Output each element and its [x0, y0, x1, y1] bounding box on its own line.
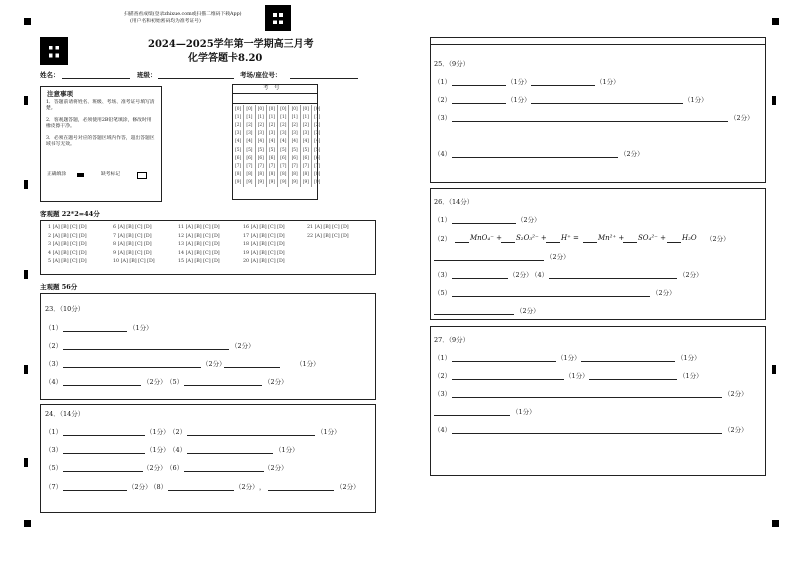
- exam-digit-bubble[interactable]: [5]: [289, 146, 300, 154]
- q27-part3-answer[interactable]: [452, 397, 722, 398]
- q26-part4-score: （2分）: [679, 271, 703, 279]
- q23-part1-label: （1）: [45, 324, 63, 332]
- q25-part2-score: （1分）: [507, 96, 531, 104]
- q24-part5-answer[interactable]: [63, 471, 143, 472]
- exam-digit-bubble[interactable]: [3]: [235, 131, 242, 137]
- exam-digit-bubble[interactable]: [9]: [312, 179, 323, 187]
- q23-part2-answer[interactable]: [63, 349, 229, 350]
- q27-part3-label: （3）: [434, 390, 452, 398]
- q26-eq-term-3: H⁺ =: [561, 234, 579, 242]
- exam-digit-row: [233, 179, 322, 187]
- notes-item-3: 3．必须在题号对应的答题区域内作答，超出答题区域书写无效。: [46, 136, 155, 148]
- exam-digit-bubble[interactable]: [6]: [300, 154, 311, 162]
- q23-part1-score: （1分）: [129, 324, 153, 332]
- q26-eq-term-4: Mn²⁺ +: [598, 234, 625, 242]
- q23-part3-score2: （1分）: [296, 360, 320, 368]
- q26-part5-answer[interactable]: [452, 296, 650, 297]
- q24-part8-score: （2分）: [235, 483, 259, 491]
- timing-mark: [772, 96, 776, 105]
- corner-mark-br: [772, 520, 779, 527]
- q23-part2-label: （2）: [45, 342, 63, 350]
- filled-bubble-icon: [77, 173, 84, 177]
- exam-digit-row: [233, 130, 322, 138]
- exam-digit-bubble[interactable]: [7]: [312, 162, 323, 170]
- q27-part2-score: （1分）: [565, 372, 589, 380]
- q25-part4-answer[interactable]: [452, 157, 618, 158]
- exam-digit-bubble[interactable]: [0]: [300, 105, 311, 113]
- q24-part7-score: （2分）: [128, 483, 152, 491]
- exam-digit-row: [233, 146, 322, 154]
- q24-part4-score: （1分）: [275, 446, 299, 454]
- q27-part4-score: （2分）: [724, 426, 748, 434]
- q24-part8-label: （8）: [150, 483, 168, 491]
- exam-digit-row: [233, 113, 322, 121]
- exam-digit-bubble[interactable]: [7]: [300, 162, 311, 170]
- exam-digit-bubble[interactable]: [9]: [255, 179, 266, 187]
- q24-part8-comma: ，: [259, 483, 266, 491]
- q26-eq-term-2: S₂O₃²⁻ +: [516, 234, 547, 242]
- q24-part1-answer[interactable]: [63, 435, 145, 436]
- exam-digit-bubble[interactable]: [4]: [312, 138, 323, 146]
- objective-question-row[interactable]: 17 [A] [B] [C] [D]: [243, 233, 285, 239]
- q24-part7-label: （7）: [45, 483, 63, 491]
- q25-box: [430, 37, 766, 183]
- page-title: 2024—2025学年第一学期高三月考: [148, 39, 314, 50]
- exam-number-write-row[interactable]: [232, 93, 318, 104]
- exam-digit-bubble[interactable]: [0]: [312, 105, 323, 113]
- exam-digit-bubble[interactable]: [3]: [278, 130, 289, 138]
- q24-part6-label: （6）: [166, 464, 184, 472]
- q26-part5-label: （5）: [434, 289, 452, 297]
- q23-part3-score: （2分）: [202, 360, 226, 368]
- q26-eq-blank-6[interactable]: [667, 242, 681, 243]
- q25-part1-score: （1分）: [507, 78, 531, 86]
- exam-digit-bubble[interactable]: [7]: [244, 162, 255, 170]
- q26-part3-score: （2分）: [509, 271, 533, 279]
- q26-eq-blank-2[interactable]: [501, 242, 515, 243]
- legend-correct-label: 正确填涂: [47, 172, 67, 177]
- exam-digit-bubble[interactable]: [7]: [266, 162, 277, 170]
- objective-column-2[interactable]: [113, 224, 155, 267]
- exam-digit-bubble[interactable]: [1]: [300, 113, 311, 121]
- exam-digit-row: [233, 171, 322, 179]
- exam-digit-bubble[interactable]: [6]: [266, 154, 277, 162]
- exam-digit-bubble[interactable]: [2]: [312, 121, 323, 129]
- exam-digit-bubble[interactable]: [7]: [278, 162, 289, 170]
- q24-part2-label: （2）: [169, 428, 187, 436]
- exam-digit-bubble[interactable]: [5]: [235, 147, 242, 153]
- q26-eq-term-1: MnO₄⁻ +: [470, 234, 503, 242]
- exam-number-label: 考 号: [263, 85, 280, 91]
- q27-part1-score2: （1分）: [677, 354, 701, 362]
- exam-digit-bubble[interactable]: [8]: [266, 171, 277, 179]
- exam-digit-bubble[interactable]: [6]: [244, 154, 255, 162]
- exam-digit-bubble[interactable]: [3]: [300, 130, 311, 138]
- q27-part2-label: （2）: [434, 372, 452, 380]
- exam-digit-bubble[interactable]: [8]: [235, 172, 242, 178]
- objective-question-row[interactable]: 4 [A] [B] [C] [D]: [48, 250, 87, 256]
- q27-part4-answer[interactable]: [452, 433, 722, 434]
- exam-digit-bubble[interactable]: [1]: [278, 113, 289, 121]
- q23-part4-label: （4）: [45, 378, 63, 386]
- objective-question-row[interactable]: 10 [A] [B] [C] [D]: [113, 259, 155, 264]
- q26-eq-term-6: H₂O: [682, 234, 697, 242]
- objective-question-row[interactable]: 18 [A] [B] [C] [D]: [243, 242, 285, 247]
- objective-column-1[interactable]: [48, 224, 87, 267]
- q26-part5-score: （2分）: [652, 289, 676, 297]
- exam-digit-bubble[interactable]: [3]: [266, 130, 277, 138]
- q26-part5-answer2[interactable]: [434, 314, 514, 315]
- objective-question-row[interactable]: 9 [A] [B] [C] [D]: [113, 250, 152, 256]
- exam-digit-bubble[interactable]: [6]: [312, 154, 323, 162]
- exam-digit-bubble[interactable]: [2]: [278, 121, 289, 129]
- q24-part6-score: （2分）: [264, 464, 288, 472]
- exam-digit-bubble[interactable]: [0]: [278, 105, 289, 113]
- exam-digit-bubble[interactable]: [2]: [266, 121, 277, 129]
- corner-mark-bl: [24, 520, 31, 527]
- exam-digit-bubble[interactable]: [7]: [289, 162, 300, 170]
- q26-eq-blank-5[interactable]: [623, 242, 637, 243]
- q25-part2-label: （2）: [434, 96, 452, 104]
- q27-part1-label: （1）: [434, 354, 452, 362]
- absent-mark-box[interactable]: [137, 172, 147, 179]
- q24-part2-score: （1分）: [317, 428, 341, 436]
- q24-box: [40, 404, 376, 513]
- q27-part2-answer[interactable]: [452, 379, 564, 380]
- q26-part1-score: （2分）: [517, 216, 541, 224]
- exam-digit-bubble[interactable]: [4]: [300, 138, 311, 146]
- objective-question-row[interactable]: 3 [A] [B] [C] [D]: [48, 242, 87, 247]
- exam-digit-bubble[interactable]: [3]: [312, 130, 323, 138]
- objective-question-row[interactable]: 19 [A] [B] [C] [D]: [243, 250, 285, 256]
- name-label: 姓名：: [40, 71, 60, 79]
- exam-digit-bubble[interactable]: [8]: [289, 171, 300, 179]
- exam-digit-bubble[interactable]: [2]: [289, 121, 300, 129]
- q23-part5-answer[interactable]: [184, 385, 262, 386]
- q27-part4-label: （4）: [434, 426, 452, 434]
- q24-part3-label: （3）: [45, 446, 63, 454]
- timing-mark: [24, 270, 28, 279]
- exam-digit-bubble[interactable]: [0]: [255, 105, 266, 113]
- q23-title: 23．（10分）: [45, 305, 85, 313]
- q26-eq-blank-1[interactable]: [455, 242, 469, 243]
- q24-part8-score2: （2分）: [336, 483, 360, 491]
- exam-digit-bubble[interactable]: [4]: [278, 138, 289, 146]
- q26-part4-label: （4）: [531, 271, 549, 279]
- top-notice-line1: 扫描查看成绩(登录zhixue.com或扫描二维码下载App): [124, 12, 242, 17]
- q24-title: 24．（14分）: [45, 410, 85, 418]
- q26-part1-answer[interactable]: [452, 223, 516, 224]
- exam-digit-bubble[interactable]: [3]: [255, 130, 266, 138]
- corner-mark-tl: [24, 18, 31, 25]
- q26-title: 26．（14分）: [434, 198, 474, 206]
- objective-question-row[interactable]: 13 [A] [B] [C] [D]: [178, 242, 220, 247]
- q26-part3-answer[interactable]: [452, 278, 508, 279]
- exam-digit-bubble[interactable]: [1]: [289, 113, 300, 121]
- qr-code-left: [40, 37, 68, 65]
- exam-digit-bubble[interactable]: [5]: [266, 146, 277, 154]
- q26-eq-term-5: SO₄²⁻ +: [638, 234, 666, 242]
- exam-digit-row: [233, 138, 322, 146]
- q23-part3-answer2[interactable]: [224, 367, 280, 368]
- q24-part3-answer[interactable]: [63, 453, 145, 454]
- exam-digit-bubble[interactable]: [6]: [255, 154, 266, 162]
- q25-part1-answer[interactable]: [452, 85, 506, 86]
- objective-question-row[interactable]: 2 [A] [B] [C] [D]: [48, 233, 87, 239]
- q23-part3-answer[interactable]: [63, 367, 201, 368]
- notes-heading: 注意事项: [47, 90, 73, 98]
- q24-part6-answer[interactable]: [184, 471, 264, 472]
- q26-part2-label: （2）: [434, 235, 452, 243]
- exam-digit-bubble[interactable]: [1]: [244, 113, 255, 121]
- top-band: [430, 37, 766, 45]
- timing-mark: [24, 458, 28, 467]
- q26-part1-label: （1）: [434, 216, 452, 224]
- q25-part2-score2: （1分）: [684, 96, 708, 104]
- q27-box: [430, 326, 766, 476]
- q25-part2-answer[interactable]: [452, 103, 506, 104]
- q24-part4-answer[interactable]: [187, 453, 273, 454]
- exam-digit-bubble[interactable]: [4]: [235, 139, 242, 145]
- exam-digit-bubble[interactable]: [5]: [312, 146, 323, 154]
- q24-part2-answer[interactable]: [187, 435, 315, 436]
- q26-part3-label: （3）: [434, 271, 452, 279]
- exam-digit-bubble[interactable]: [4]: [255, 138, 266, 146]
- timing-mark: [24, 180, 28, 189]
- q24-part5-label: （5）: [45, 464, 63, 472]
- q27-title: 27．（9分）: [434, 336, 470, 344]
- timing-mark: [24, 96, 28, 105]
- q27-part3-answer2[interactable]: [434, 415, 510, 416]
- objective-column-5[interactable]: [307, 224, 349, 241]
- exam-digit-bubble[interactable]: [8]: [312, 171, 323, 179]
- exam-digit-bubble[interactable]: [1]: [312, 113, 323, 121]
- objective-question-row[interactable]: 6 [A] [B] [C] [D]: [113, 225, 152, 230]
- q24-part8-answer[interactable]: [168, 490, 234, 491]
- q25-title: 25．（9分）: [434, 60, 470, 68]
- q27-part3-score2: （1分）: [512, 408, 536, 416]
- q27-part3-score: （2分）: [724, 390, 748, 398]
- exam-digit-row: [233, 162, 322, 170]
- exam-digit-bubble[interactable]: [0]: [235, 106, 242, 112]
- q26-part2-score2: （2分）: [546, 253, 570, 261]
- page-subtitle: 化学答题卡8.20: [188, 53, 263, 64]
- q24-part4-label: （4）: [169, 446, 187, 454]
- objective-question-row[interactable]: 5 [A] [B] [C] [D]: [48, 259, 87, 264]
- exam-digit-bubble[interactable]: [7]: [235, 163, 242, 169]
- exam-digit-bubble[interactable]: [9]: [266, 179, 277, 187]
- exam-digit-bubble[interactable]: [8]: [278, 171, 289, 179]
- top-notice-line2: (用户名和初始密码均为准考证号): [130, 19, 201, 24]
- exam-digit-bubble[interactable]: [8]: [244, 171, 255, 179]
- exam-digit-bubble[interactable]: [9]: [300, 179, 311, 187]
- objective-question-row[interactable]: 16 [A] [B] [C] [D]: [243, 225, 285, 230]
- q26-part2-score: （2分）: [706, 235, 730, 243]
- q24-part3-score: （1分）: [146, 446, 170, 454]
- exam-digit-bubble[interactable]: [4]: [266, 138, 277, 146]
- exam-digit-row: [233, 121, 322, 129]
- exam-number-grid[interactable]: [233, 105, 322, 187]
- q24-part8-answer2[interactable]: [268, 490, 334, 491]
- q24-part1-score: （1分）: [146, 428, 170, 436]
- exam-digit-bubble[interactable]: [6]: [289, 154, 300, 162]
- name-field[interactable]: [62, 78, 130, 79]
- q23-part5-label: （5）: [166, 378, 184, 386]
- exam-digit-bubble[interactable]: [1]: [255, 113, 266, 121]
- class-label: 班级：: [137, 71, 157, 79]
- q23-part2-score: （2分）: [231, 342, 255, 350]
- exam-digit-bubble[interactable]: [0]: [266, 105, 277, 113]
- q26-eq-blank-4[interactable]: [583, 242, 597, 243]
- exam-digit-bubble[interactable]: [1]: [235, 114, 242, 120]
- objective-column-4[interactable]: [243, 224, 285, 267]
- notes-item-1: 1．答题前请将姓名、班级、考场、准考证号填写清楚。: [46, 100, 155, 112]
- exam-digit-bubble[interactable]: [8]: [255, 171, 266, 179]
- q25-part4-label: （4）: [434, 150, 452, 158]
- timing-mark: [772, 365, 776, 374]
- q25-part2-answer2[interactable]: [531, 103, 683, 104]
- exam-digit-bubble[interactable]: [0]: [244, 105, 255, 113]
- exam-digit-row: [233, 154, 322, 162]
- exam-digit-bubble[interactable]: [2]: [244, 121, 255, 129]
- q25-part1-score2: （1分）: [596, 78, 620, 86]
- q26-part5-score2: （2分）: [516, 307, 540, 315]
- exam-digit-bubble[interactable]: [8]: [300, 171, 311, 179]
- corner-mark-tr: [772, 18, 779, 25]
- exam-digit-bubble[interactable]: [9]: [244, 179, 255, 187]
- objective-question-row[interactable]: 8 [A] [B] [C] [D]: [113, 242, 152, 247]
- q23-box: [40, 293, 376, 400]
- q26-part4-answer[interactable]: [549, 278, 677, 279]
- exam-digit-bubble[interactable]: [6]: [235, 155, 242, 161]
- objective-question-row[interactable]: 1 [A] [B] [C] [D]: [48, 225, 87, 230]
- exam-digit-bubble[interactable]: [2]: [300, 121, 311, 129]
- objective-question-row[interactable]: 22 [A] [B] [C] [D]: [307, 233, 349, 239]
- q25-part3-answer[interactable]: [452, 121, 728, 122]
- objective-question-row[interactable]: 7 [A] [B] [C] [D]: [113, 233, 152, 239]
- exam-digit-bubble[interactable]: [5]: [278, 146, 289, 154]
- qr-code-top: [265, 5, 291, 31]
- exam-digit-bubble[interactable]: [3]: [244, 130, 255, 138]
- exam-digit-bubble[interactable]: [3]: [289, 130, 300, 138]
- subjective-heading: 主观题 56分: [40, 283, 78, 291]
- exam-digit-bubble[interactable]: [5]: [255, 146, 266, 154]
- q23-part4-score: （2分）: [143, 378, 167, 386]
- q23-part3-label: （3）: [45, 360, 63, 368]
- q27-part1-score: （1分）: [557, 354, 581, 362]
- q24-part1-label: （1）: [45, 428, 63, 436]
- objective-question-row[interactable]: 14 [A] [B] [C] [D]: [178, 250, 220, 256]
- exam-digit-row: [233, 105, 322, 113]
- q27-part2-answer2[interactable]: [589, 379, 677, 380]
- exam-digit-bubble[interactable]: [4]: [244, 138, 255, 146]
- q25-part1-answer2[interactable]: [531, 85, 595, 86]
- exam-digit-bubble[interactable]: [0]: [289, 105, 300, 113]
- q24-part7-answer[interactable]: [63, 490, 127, 491]
- exam-digit-bubble[interactable]: [1]: [266, 113, 277, 121]
- exam-digit-bubble[interactable]: [4]: [289, 138, 300, 146]
- exam-digit-bubble[interactable]: [5]: [300, 146, 311, 154]
- class-field[interactable]: [158, 78, 234, 79]
- q27-part1-answer2[interactable]: [581, 361, 675, 362]
- exam-digit-bubble[interactable]: [6]: [278, 154, 289, 162]
- objective-heading: 客观题 22*2=44分: [40, 210, 100, 218]
- notes-item-2: 2．客观题答题，必须使用2B铅笔填涂，修改时用橡皮擦干净。: [46, 118, 152, 130]
- timing-mark: [24, 365, 28, 374]
- exam-digit-bubble[interactable]: [2]: [255, 121, 266, 129]
- exam-digit-bubble[interactable]: [9]: [235, 180, 242, 186]
- objective-question-row[interactable]: 15 [A] [B] [C] [D]: [178, 259, 220, 264]
- q25-part3-label: （3）: [434, 114, 452, 122]
- q26-eq-blank-3[interactable]: [546, 242, 560, 243]
- exam-digit-bubble[interactable]: [7]: [255, 162, 266, 170]
- q27-part1-answer[interactable]: [452, 361, 556, 362]
- objective-question-row[interactable]: 12 [A] [B] [C] [D]: [178, 233, 220, 239]
- q23-part5-score: （2分）: [264, 378, 288, 386]
- exam-digit-bubble[interactable]: [9]: [278, 179, 289, 187]
- seat-label: 考场/座位号：: [240, 71, 282, 79]
- objective-question-row[interactable]: 21 [A] [B] [C] [D]: [307, 225, 349, 230]
- exam-digit-bubble[interactable]: [2]: [235, 122, 242, 128]
- q26-part2-answer2[interactable]: [434, 260, 544, 261]
- q25-part3-score: （2分）: [730, 114, 754, 122]
- q25-part4-score: （2分）: [620, 150, 644, 158]
- exam-digit-bubble[interactable]: [9]: [289, 179, 300, 187]
- q23-part1-answer[interactable]: [63, 331, 127, 332]
- q25-part1-label: （1）: [434, 78, 452, 86]
- objective-question-row[interactable]: 20 [A] [B] [C] [D]: [243, 259, 285, 264]
- objective-question-row[interactable]: 11 [A] [B] [C] [D]: [178, 225, 220, 230]
- exam-digit-bubble[interactable]: [5]: [244, 146, 255, 154]
- seat-field[interactable]: [290, 78, 358, 79]
- q27-part2-score2: （1分）: [679, 372, 703, 380]
- q23-part4-answer[interactable]: [63, 385, 141, 386]
- q26-box: [430, 188, 766, 320]
- q24-part5-score: （2分）: [143, 464, 167, 472]
- legend-absent-label: 缺考标记: [101, 172, 121, 177]
- objective-column-3[interactable]: [178, 224, 220, 267]
